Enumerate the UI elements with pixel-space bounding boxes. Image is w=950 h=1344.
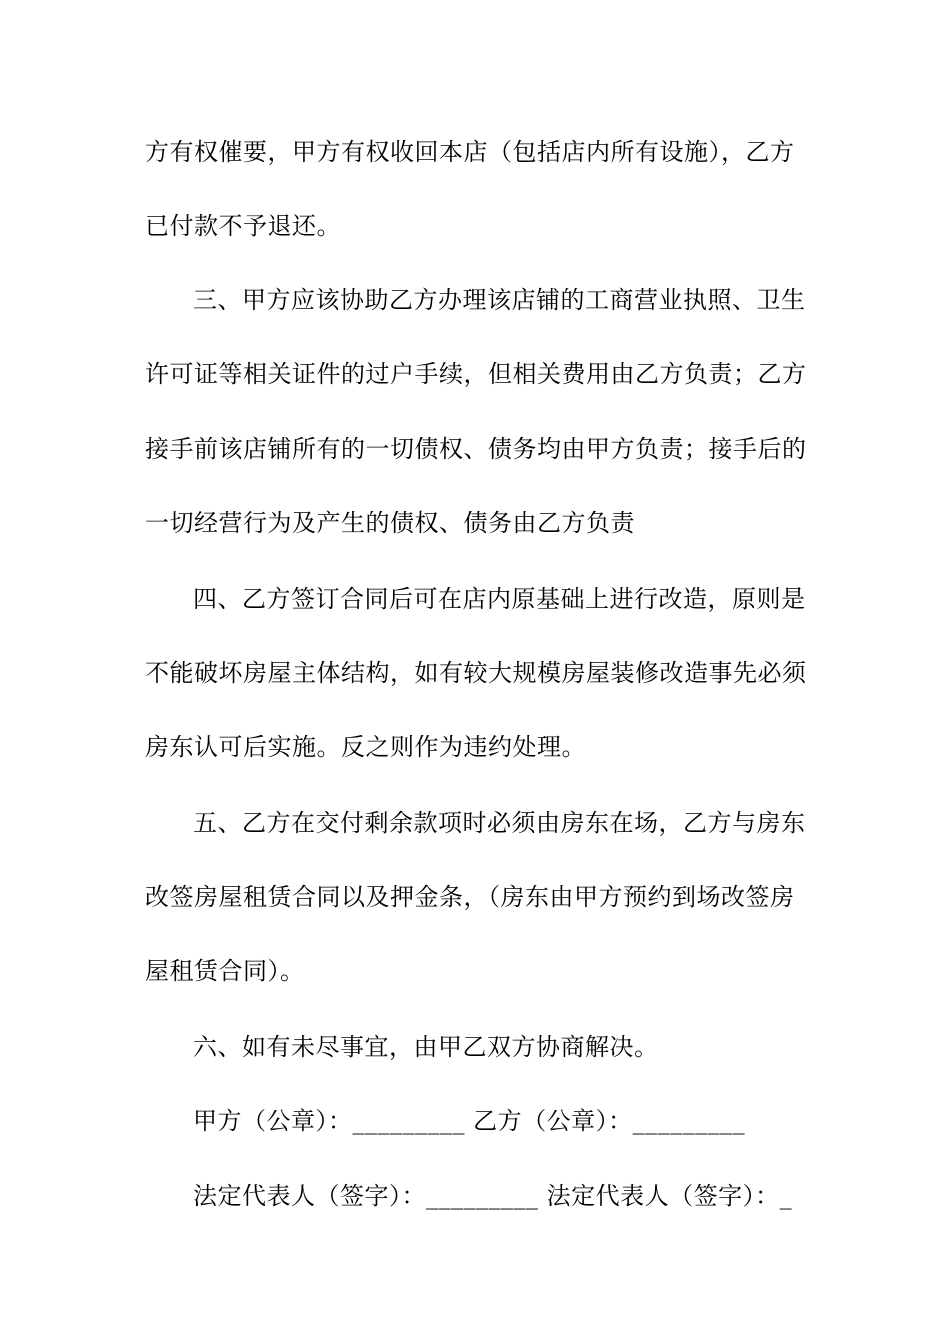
paragraph-line-continuation: 已付款不予退还。 [145,212,341,240]
clause-three-line: 接手前该店铺所有的一切债权、债务均由甲方负责；接手后的 [145,435,807,463]
clause-four-line: 不能破坏房屋主体结构，如有较大规模房屋装修改造事先必须 [145,659,807,687]
clause-five-line: 屋租赁合同）。 [145,957,305,985]
clause-three-line: 许可证等相关证件的过户手续，但相关费用由乙方负责；乙方 [145,360,807,388]
clause-five-line: 五、乙方在交付剩余款项时必须由房东在场，乙方与房东 [193,809,806,837]
clause-six-line: 六、如有未尽事宜，由甲乙双方协商解决。 [193,1033,659,1061]
signature-representative-line: 法定代表人（签字）：_________ 法定代表人（签字）：_ [193,1182,793,1210]
signature-seal-line: 甲方（公章）：_________ 乙方（公章）：_________ [193,1107,746,1135]
clause-four-line: 房东认可后实施。反之则作为违约处理。 [145,733,586,761]
clause-four-line: 四、乙方签订合同后可在店内原基础上进行改造，原则是 [193,585,806,613]
clause-three-line: 一切经营行为及产生的债权、债务由乙方负责 [145,509,635,537]
clause-five-line: 改签房屋租赁合同以及押金条，（房东由甲方预约到场改签房 [145,883,795,911]
paragraph-line-continuation: 方有权催要，甲方有权收回本店（包括店内所有设施），乙方 [145,138,795,166]
clause-three-line: 三、甲方应该协助乙方办理该店铺的工商营业执照、卫生 [193,286,806,314]
